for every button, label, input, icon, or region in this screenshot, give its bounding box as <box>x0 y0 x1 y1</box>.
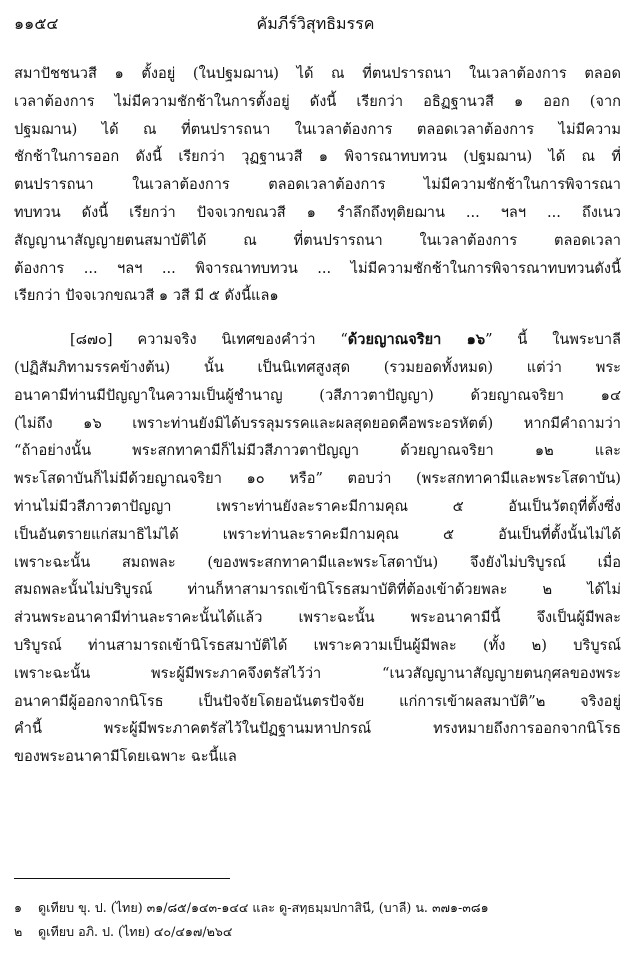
footnote-item <box>14 920 617 944</box>
footnote-number: ๒ <box>14 924 23 939</box>
footnote-number: ๑ <box>14 900 22 915</box>
footnote-item <box>14 896 617 920</box>
footnote-text: ดูเทียบ อภิ. ป. (ไทย) ๔๐/๔๑๗/๒๖๔ <box>38 924 233 939</box>
paragraph-text: ” นี้ ในพระบาลี <box>485 331 621 349</box>
paragraph-line: ทบทวน ดังนี้ เรียกว่า ปัจจเวกขณวสี ๑ รำลึกถึงทุติยฌาน ... ฯลฯ ... ถึงเนว <box>14 203 621 221</box>
footnote-text: ดูเทียบ ขุ. ป. (ไทย) ๓๑/๘๕/๑๔๓-๑๔๔ และ ดู-สทฺธมฺมปกาสินี, (บาลี) น. ๓๗๑-๓๘๑ <box>38 900 489 915</box>
page-header <box>14 12 617 36</box>
paragraph-line: ปฐมฌาน) ได้ ณ ที่ตนปรารถนา ในเวลาต้องการ ตลอดเวลาต้องการ ไม่มีความ <box>14 120 621 138</box>
footnote-divider <box>14 878 230 879</box>
paragraph-first-line <box>14 326 621 354</box>
paragraph-2 <box>14 326 621 771</box>
paragraph-line: เพราะฉะนั้น พระผู้มีพระภาคจึงตรัสไว้ว่า “เนวสัญญานาสัญญายตนกุศลของพระ <box>14 664 621 682</box>
paragraph-line: คำนี้ พระผู้มีพระภาคตรัสไว้ในปัฏฐานมหาปกรณ์ ทรงหมายถึงการออกจากนิโรธ <box>14 720 621 738</box>
paragraph-line: สมาปัชชนวสี ๑ ตั้งอยู่ (ในปฐมฌาน) ได้ ณ ที่ตนปรารถนา ในเวลาต้องการ ตลอด <box>14 65 621 82</box>
paragraph-line: เพราะฉะนั้น สมถพละ (ของพระสกทาคามีและพระโสดาบัน) จึงยังไม่บริบูรณ์ เมื่อ <box>14 553 621 571</box>
paragraph-line: อนาคามีท่านมีปัญญาในความเป็นผู้ชำนาญ (วสีภาวตาปัญญา) ด้วยญาณจริยา ๑๔ <box>14 386 621 404</box>
paragraph-line: สัญญานาสัญญายตนสมาบัติได้ ณ ที่ตนปรารถนา ในเวลาต้องการ ตลอดเวลา <box>14 231 621 249</box>
running-title: คัมภีร์วิสุทธิมรรค <box>256 14 375 33</box>
paragraph-line: เวลาต้องการ ไม่มีความชักช้าในการตั้งอยู่ ดังนี้ เรียกว่า อธิฏฐานวสี ๑ ออก (จาก <box>14 92 621 110</box>
paragraph-line: สมถพละนั้นไม่บริบูรณ์ ท่านก็หาสามารถเข้านิโรธสมาบัติที่ต้องเข้าด้วยพละ ๒ ได้ไม่ <box>14 581 621 599</box>
footnotes <box>14 896 617 944</box>
paragraph-line: เรียกว่า ปัจจเวกขณวสี ๑ วสี มี ๕ ดังนี้แล๑ <box>14 287 279 305</box>
paragraph-section-number: [๘๗๐] ความจริง นิเทศของคำว่า “ <box>70 331 348 349</box>
paragraph-line: พระโสดาบันก็ไม่มีด้วยญาณจริยา ๑๐ หรือ” ตอบว่า (พระสกทาคามีและพระโสดาบัน) <box>14 470 621 488</box>
bold-term: ด้วยญาณจริยา ๑๖ <box>347 331 486 349</box>
paragraph-line: (ปฏิสัมภิทามรรคข้างต้น) นั้น เป็นนิเทศสูงสุด (รวมยอดทั้งหมด) แต่ว่า พระ <box>14 358 621 376</box>
paragraph-1 <box>14 60 621 310</box>
paragraph-line: ชักช้าในการออก ดังนี้ เรียกว่า วุฏฐานวสี ๑ พิจารณาทบทวน (ปฐมฌาน) ได้ ณ ที่ <box>14 148 621 166</box>
paragraph-line: “ถ้าอย่างนั้น พระสกทาคามีก็ไม่มีวสีภาวตาปัญญา ด้วยญาณจริยา ๑๒ และ <box>14 442 621 460</box>
paragraph-line: บริบูรณ์ ท่านสามารถเข้านิโรธสมาบัติได้ เพราะความเป็นผู้มีพละ (ทั้ง ๒) บริบูรณ์ <box>14 636 621 654</box>
paragraph-line: (ไม่ถึง ๑๖ เพราะท่านยังมิได้บรรลุมรรคและผลสุดยอดคือพระอรหัตต์) หากมีคำถามว่า <box>14 414 621 432</box>
paragraph-line: ท่านไม่มีวสีภาวตาปัญญา เพราะท่านยังละราคะมีกามคุณ ๕ อันเป็นวัตถุที่ตั้งซึ่ง <box>14 497 621 515</box>
paragraph-line: ตนปรารถนา ในเวลาต้องการ ตลอดเวลาต้องการ ไม่มีความชักช้าในการพิจารณา <box>14 176 621 194</box>
page-number: ๑๑๕๔ <box>14 14 59 33</box>
paragraph-line: อนาคามีผู้ออกจากนิโรธ เป็นปัจจัยโดยอนันตรปัจจัย แก่การเข้าผลสมาบัติ”๒ จริงอยู่ <box>14 692 621 710</box>
paragraph-line: ส่วนพระอนาคามีท่านละราคะนั้นได้แล้ว เพราะฉะนั้น พระอนาคามีนี้ จึงเป็นผู้มีพละ <box>14 609 621 627</box>
paragraph-line: ต้องการ ... ฯลฯ ... พิจารณาทบทวน ... ไม่มีความชักช้าในการพิจารณาทบทวนดังนี้ <box>14 259 621 277</box>
paragraph-line: ของพระอนาคามีโดยเฉพาะ ฉะนี้แล <box>14 748 237 766</box>
body-text <box>14 60 621 771</box>
paragraph-line: เป็นอันตรายแก่สมาธิไม่ได้ เพราะท่านละราคะมีกามคุณ ๕ อันเป็นที่ตั้งนั้นไม่ได้ <box>14 525 621 543</box>
